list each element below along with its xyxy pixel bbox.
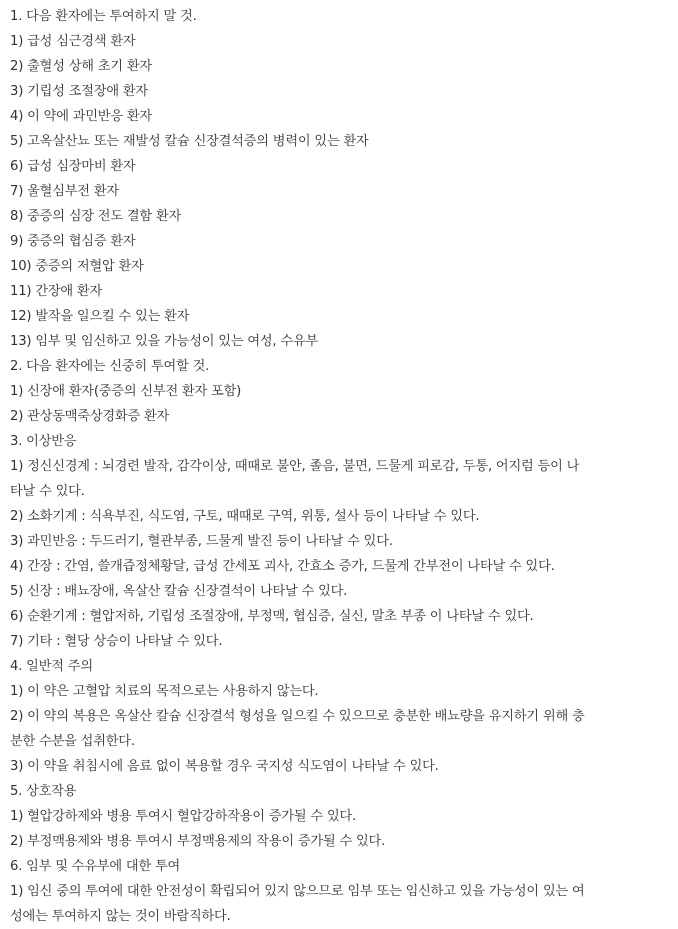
- text-line: 3) 과민반응 : 두드러기, 혈관부종, 드물게 발진 등이 나타날 수 있다.: [10, 534, 393, 549]
- text-line: 12) 발작을 일으킬 수 있는 환자: [10, 309, 190, 324]
- text-line: 2) 이 약의 복용은 옥살산 칼슘 신장결석 형성을 일으킬 수 있으므로 충분한 배뇨량을 유지하기 위해 충: [10, 709, 585, 724]
- text-line: 1) 이 약은 고혈압 치료의 목적으로는 사용하지 않는다.: [10, 684, 319, 699]
- text-line: 5. 상호작용: [10, 784, 77, 799]
- text-line: 10) 중증의 저혈압 환자: [10, 259, 144, 274]
- document-body: [10, 4, 662, 929]
- text-line: 2) 관상동맥죽상경화증 환자: [10, 409, 170, 424]
- text-line: 1) 신장애 환자(중증의 신부전 환자 포함): [10, 384, 242, 399]
- text-line: 1. 다음 환자에는 투여하지 말 것.: [10, 9, 197, 24]
- text-line: 2) 소화기계 : 식욕부진, 식도염, 구토, 때때로 구역, 위통, 설사 등이 나타날 수 있다.: [10, 509, 480, 524]
- text-line: 6) 급성 심장마비 환자: [10, 159, 136, 174]
- text-line: 5) 신장 : 배뇨장애, 옥살산 칼슘 신장결석이 나타날 수 있다.: [10, 584, 348, 599]
- text-line: 3. 이상반응: [10, 434, 77, 449]
- text-line: 1) 급성 심근경색 환자: [10, 34, 136, 49]
- text-line: 5) 고옥살산뇨 또는 재발성 칼슘 신장결석증의 병력이 있는 환자: [10, 134, 369, 149]
- text-line: 8) 중증의 심장 전도 결함 환자: [10, 209, 182, 224]
- text-line: 2) 부정맥용제와 병용 투여시 부정맥용제의 작용이 증가될 수 있다.: [10, 834, 386, 849]
- text-line: 1) 정신신경계 : 뇌경련 발작, 감각이상, 때때로 불안, 졸음, 불면, 드물게 피로감, 두통, 어지럼 등이 나: [10, 459, 580, 474]
- text-line: 4) 이 약에 과민반응 환자: [10, 109, 152, 124]
- text-line: 1) 임신 중의 투여에 대한 안전성이 확립되어 있지 않으므로 임부 또는 임신하고 있을 가능성이 있는 여: [10, 884, 585, 899]
- text-line: 분한 수분을 섭취한다.: [10, 734, 135, 749]
- text-line: 4) 간장 : 간염, 쓸개즙정체황달, 급성 간세포 괴사, 간효소 증가, 드물게 간부전이 나타날 수 있다.: [10, 559, 555, 574]
- text-line: 3) 기립성 조절장애 환자: [10, 84, 148, 99]
- text-line: 6) 순환기계 : 혈압저하, 기립성 조절장애, 부정맥, 협심증, 실신, 말초 부종 이 나타날 수 있다.: [10, 609, 534, 624]
- text-line: 2. 다음 환자에는 신중히 투여할 것.: [10, 359, 210, 374]
- text-line: 타날 수 있다.: [10, 484, 85, 499]
- text-line: 7) 울혈심부전 환자: [10, 184, 119, 199]
- text-line: 9) 중증의 협심증 환자: [10, 234, 136, 249]
- text-line: 3) 이 약을 취침시에 음료 없이 복용할 경우 국지성 식도염이 나타날 수 있다.: [10, 759, 439, 774]
- text-line: 6. 임부 및 수유부에 대한 투여: [10, 859, 181, 874]
- text-line: 2) 출혈성 상해 초기 환자: [10, 59, 152, 74]
- text-line: 1) 혈압강하제와 병용 투여시 혈압강하작용이 증가될 수 있다.: [10, 809, 357, 824]
- text-line: 7) 기타 : 혈당 상승이 나타날 수 있다.: [10, 634, 223, 649]
- text-line: 11) 간장애 환자: [10, 284, 103, 299]
- text-line: 성에는 투여하지 않는 것이 바람직하다.: [10, 909, 231, 924]
- text-line: 4. 일반적 주의: [10, 659, 93, 674]
- text-line: 13) 임부 및 임신하고 있을 가능성이 있는 여성, 수유부: [10, 334, 319, 349]
